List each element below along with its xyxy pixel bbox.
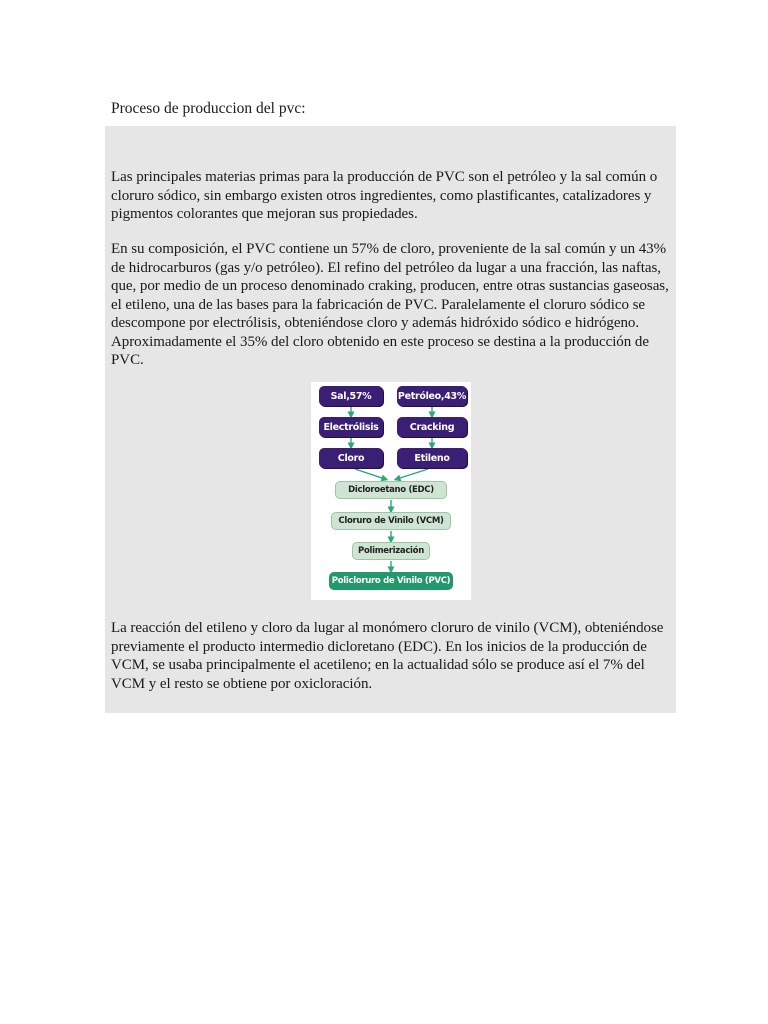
node-vcm: Cloruro de Vinilo (VCM) bbox=[331, 512, 451, 530]
node-edc: Dicloroetano (EDC) bbox=[335, 481, 447, 499]
node-etileno: Etileno bbox=[397, 448, 467, 468]
paragraph-raw-materials: Las principales materias primas para la producción de PVC son el petróleo y la sal común o cloruro sódico, sin embargo existen otros ingredientes, como plastificantes, catalizadores y pigmentos colorantes que mejoran sus propiedades. bbox=[111, 169, 658, 222]
arrow-etileno-edc bbox=[397, 469, 428, 479]
node-pvc: Policloruro de Vinilo (PVC) bbox=[329, 572, 453, 590]
arrow-cloro-edc bbox=[355, 469, 385, 479]
node-cloro: Cloro bbox=[319, 448, 383, 468]
node-electrolisis: Electrólisis bbox=[319, 417, 383, 437]
node-sal: Sal,57% bbox=[319, 386, 383, 406]
node-polimerizacion: Polimerización bbox=[352, 542, 430, 560]
paragraph-composition: En su composición, el PVC contiene un 57% de cloro, proveniente de la sal común y un 43% de hidrocarburos (gas y/o petróleo). El refino del petróleo da lugar a una fracción, las naftas, que, por medio de un proceso denominado craking, producen, entre otras sustancias gaseosas, el etileno, una de las bases para la fabricación de PVC. Paralelamente el cloruro sódico se descompone por electrólisis, obteniéndose cloro y además hidróxido sódico e hidrógeno. Aproximadamente el 35% del cloro obtenido en este proceso se destina a la producción de PVC. bbox=[111, 241, 669, 368]
page-heading: Proceso de produccion del pvc: bbox=[111, 100, 306, 117]
paragraph-reaction: La reacción del etileno y cloro da lugar al monómero cloruro de vinilo (VCM), obteniéndose previamente el producto intermedio dicloretano (EDC). En los inicios de la producción de VCM, se usaba principalmente el acetileno; en la actualidad sólo se produce así el 7% del VCM y el resto se obtiene por oxicloración. bbox=[111, 620, 664, 692]
content-box bbox=[105, 126, 676, 713]
pvc-process-diagram bbox=[311, 382, 471, 600]
node-petroleo: Petróleo,43% bbox=[397, 386, 467, 406]
node-cracking: Cracking bbox=[397, 417, 467, 437]
